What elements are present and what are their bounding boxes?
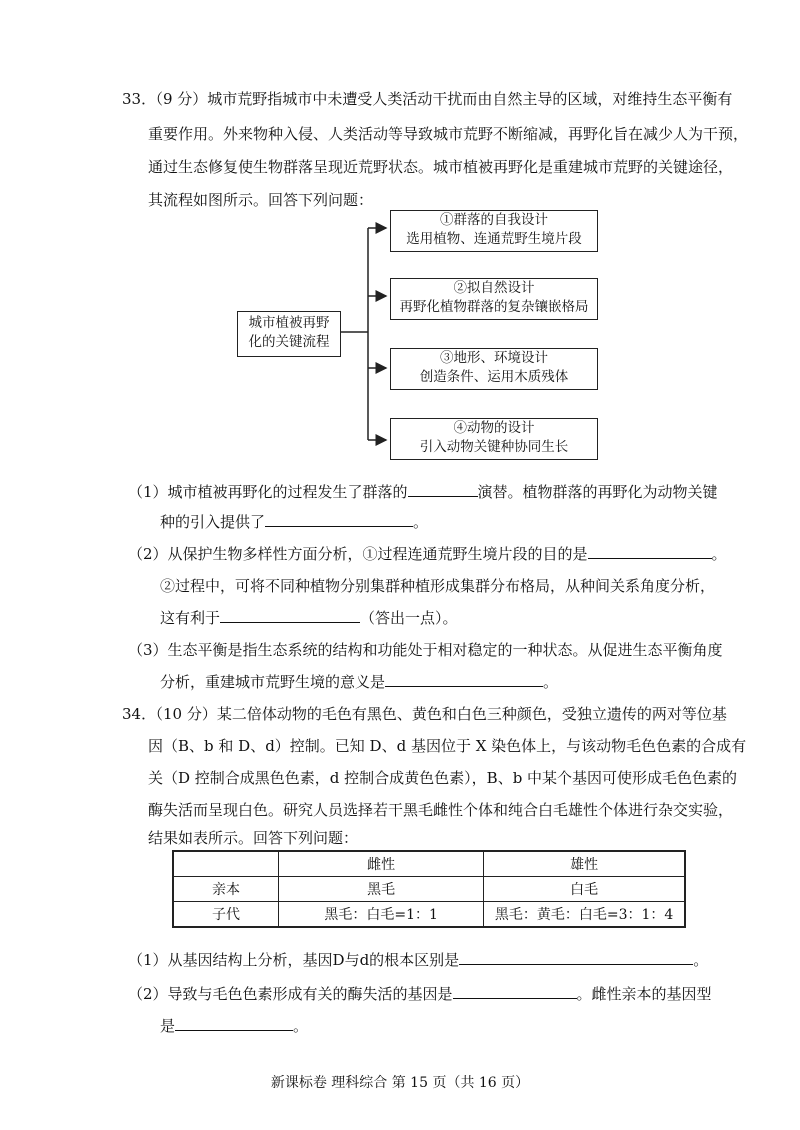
answer-blank[interactable] (220, 608, 360, 623)
table-header-cell (173, 851, 279, 877)
flow-step-1-title: ①群落的自我设计 (440, 212, 548, 228)
q34-text-line-3: 关（D 控制合成黑色色素，d 控制合成黄色色素），B、b 中某个基因可使形成毛色色素的 (148, 769, 738, 787)
q33-sub2-line-1 (128, 544, 727, 564)
table-header-cell: 雄性 (484, 851, 685, 877)
flow-step-3-detail: 创造条件、运用木质残体 (419, 369, 569, 385)
q34-sub2-text-d: 。 (293, 1017, 309, 1035)
q33-sub2-line-2: ②过程中，可将不同种植物分别集群种植形成集群分布格局，从种间关系角度分析， (160, 577, 716, 595)
q34-sub2-text-a: （2）导致与毛色色素形成有关的酶失活的基因是 (128, 985, 453, 1003)
flow-step-2-title: ②拟自然设计 (453, 280, 535, 296)
flow-step-box-2 (390, 278, 598, 320)
q33-sub1-text-b: 演替。植物群落的再野化为动物关键 (477, 483, 718, 501)
table-row-label: 子代 (173, 902, 279, 928)
answer-blank[interactable] (385, 672, 543, 687)
flow-step-box-3 (390, 348, 598, 390)
q33-sub3-text-b: 分析，重建城市荒野生境的意义是 (160, 673, 386, 691)
answer-blank[interactable] (588, 544, 712, 559)
q33-number: 33． (122, 90, 157, 108)
table-row (173, 902, 685, 928)
answer-blank[interactable] (265, 512, 413, 527)
q33-sub3-text-c: 。 (543, 673, 559, 691)
q34-sub2-text-b: 。雌性亲本的基因型 (576, 985, 712, 1003)
q33-sub1-line-1 (128, 482, 718, 502)
flow-step-2-detail: 再野化植物群落的复杂镶嵌格局 (399, 299, 589, 315)
table-cell: 白毛 (484, 877, 685, 902)
table-header-cell: 雌性 (279, 851, 484, 877)
q33-sub2-text-b: 。 (711, 545, 727, 563)
flow-main-line-1: 城市植被再野 (248, 315, 330, 331)
table-cell: 黑毛：白毛=1：1 (279, 902, 484, 928)
flow-step-box-4 (390, 418, 598, 460)
answer-blank[interactable] (459, 950, 693, 965)
answer-blank[interactable] (175, 1016, 293, 1031)
q34-sub2-text-c: 是 (160, 1017, 176, 1035)
table-cell: 黑毛：黄毛：白毛=3：1：4 (484, 902, 685, 928)
q33-sub2-line-3 (160, 608, 458, 628)
q33-sub3-line-1: （3）生态平衡是指生态系统的结构和功能处于相对稳定的一种状态。从促进生态平衡角度 (128, 641, 723, 659)
q34-number: 34． (122, 705, 157, 723)
answer-blank[interactable] (453, 984, 577, 999)
table-cell: 黑毛 (279, 877, 484, 902)
q33-sub1-text-c: 种的引入提供了 (160, 513, 266, 531)
page-footer: 新课标卷 理科综合 第 15 页（共 16 页） (270, 1075, 530, 1091)
q33-sub2-text-d: 这有利于 (160, 609, 221, 627)
answer-blank[interactable] (408, 482, 478, 497)
genetics-table (172, 850, 686, 928)
q34-sub1-text-a: （1）从基因结构上分析，基因D与d的根本区别是 (128, 951, 460, 969)
flow-main-line-2: 化的关键流程 (248, 334, 330, 350)
table-row (173, 851, 685, 877)
q33-text-line-1: （9 分）城市荒野指城市中未遭受人类活动干扰而由自然主导的区域，对维持生态平衡有 (148, 90, 733, 108)
flow-step-box-1 (390, 210, 598, 252)
flow-step-1-detail: 选用植物、连通荒野生境片段 (406, 231, 582, 247)
q33-text-line-3: 通过生态修复使生物群落呈现近荒野状态。城市植被再野化是重建城市荒野的关键途径， (148, 158, 734, 176)
q33-sub1-text-a: （1）城市植被再野化的过程发生了群落的 (128, 483, 408, 501)
table-row-label: 亲本 (173, 877, 279, 902)
q33-sub2-text-e: （答出一点）。 (360, 609, 458, 627)
q33-text-line-4: 其流程如图所示。回答下列问题： (148, 191, 374, 209)
q33-sub2-text-a: （2）从保护生物多样性方面分析，①过程连通荒野生境片段的目的是 (128, 545, 588, 563)
q34-text-line-1: （10 分）某二倍体动物的毛色有黑色、黄色和白色三种颜色，受独立遗传的两对等位基 (148, 705, 727, 723)
flow-step-4-title: ④动物的设计 (453, 420, 535, 436)
q34-sub1-text-b: 。 (693, 951, 709, 969)
q33-sub1-line-2 (160, 512, 428, 532)
q34-text-line-2: 因（B、b 和 D、d）控制。已知 D、d 基因位于 X 染色体上，与该动物毛色色素的合成有 (148, 737, 747, 755)
flow-step-4-detail: 引入动物关键种协同生长 (419, 439, 569, 455)
q33-sub3-line-2 (160, 672, 558, 692)
q34-sub2-line-1 (128, 984, 712, 1004)
q34-text-line-5: 结果如表所示。回答下列问题： (148, 829, 359, 847)
q34-text-line-4: 酶失活而呈现白色。研究人员选择若干黑毛雌性个体和纯合白毛雄性个体进行杂交实验， (148, 801, 734, 819)
flow-step-3-title: ③地形、环境设计 (440, 350, 548, 366)
q33-sub1-text-d: 。 (413, 513, 429, 531)
table-row (173, 877, 685, 902)
q33-text-line-2: 重要作用。外来物种入侵、人类活动等导致城市荒野不断缩减，再野化旨在减少人为干预， (148, 125, 749, 143)
q34-sub1-line-1 (128, 950, 708, 970)
flow-main-box (237, 311, 341, 357)
q34-sub2-line-2 (160, 1016, 308, 1036)
